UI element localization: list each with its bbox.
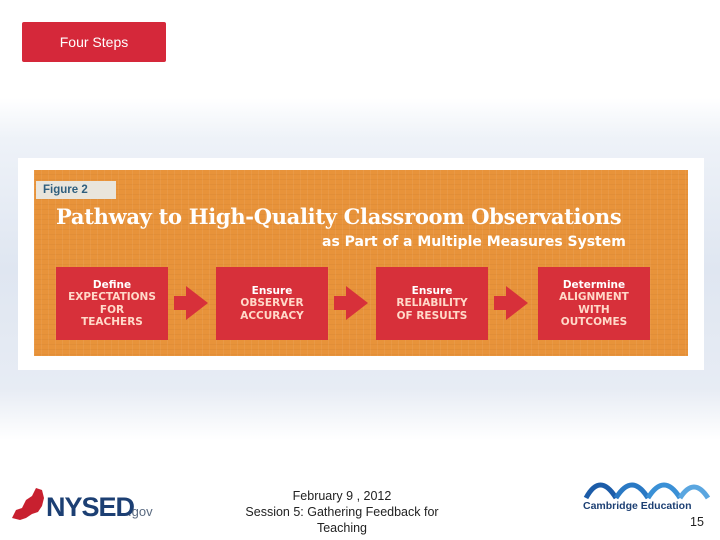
figure-label: Figure 2 [36,181,116,199]
cambridge-arches-icon [580,470,716,500]
slide-title: Four Steps [22,22,166,62]
step-box-3 [376,267,488,340]
footer-session-line-2: Teaching [316,521,368,535]
arrow-3-icon [506,286,528,320]
step-2-verb: Ensure [251,284,293,297]
arrow-2-icon [346,286,368,320]
new-york-state-icon [10,484,160,524]
arrow-1-tail [174,296,186,310]
arrow-1-icon [186,286,208,320]
step-4-verb: Determine [562,278,626,291]
footer-caption [222,488,462,536]
step-box-4 [538,267,650,340]
footer-session-line-1: Session 5: Gathering Feedback for [245,505,439,519]
step-3-verb: Ensure [411,284,453,297]
step-2-text: OBSERVER ACCURACY [240,297,304,322]
step-4-text: ALIGNMENT WITH OUTCOMES [559,291,629,328]
page-number: 15 [690,515,704,529]
figure-subtitle: as Part of a Multiple Measures System [322,234,626,250]
cambridge-logo-text: Cambridge Education [583,500,692,512]
footer-date: February 9 , 2012 [292,489,392,503]
step-3-text: RELIABILITY OF RESULTS [396,297,468,322]
figure-title: Pathway to High-Quality Classroom Observations [56,204,622,229]
nysed-logo [10,484,160,524]
step-box-2 [216,267,328,340]
arrow-3-tail [494,296,506,310]
arrow-2-tail [334,296,346,310]
step-1-verb: Define [92,278,132,291]
step-1-text: EXPECTATIONS FOR TEACHERS [68,291,156,328]
nysed-logo-suffix: .gov [128,504,153,519]
nysed-logo-text: NYSED [46,492,135,522]
step-box-1 [56,267,168,340]
